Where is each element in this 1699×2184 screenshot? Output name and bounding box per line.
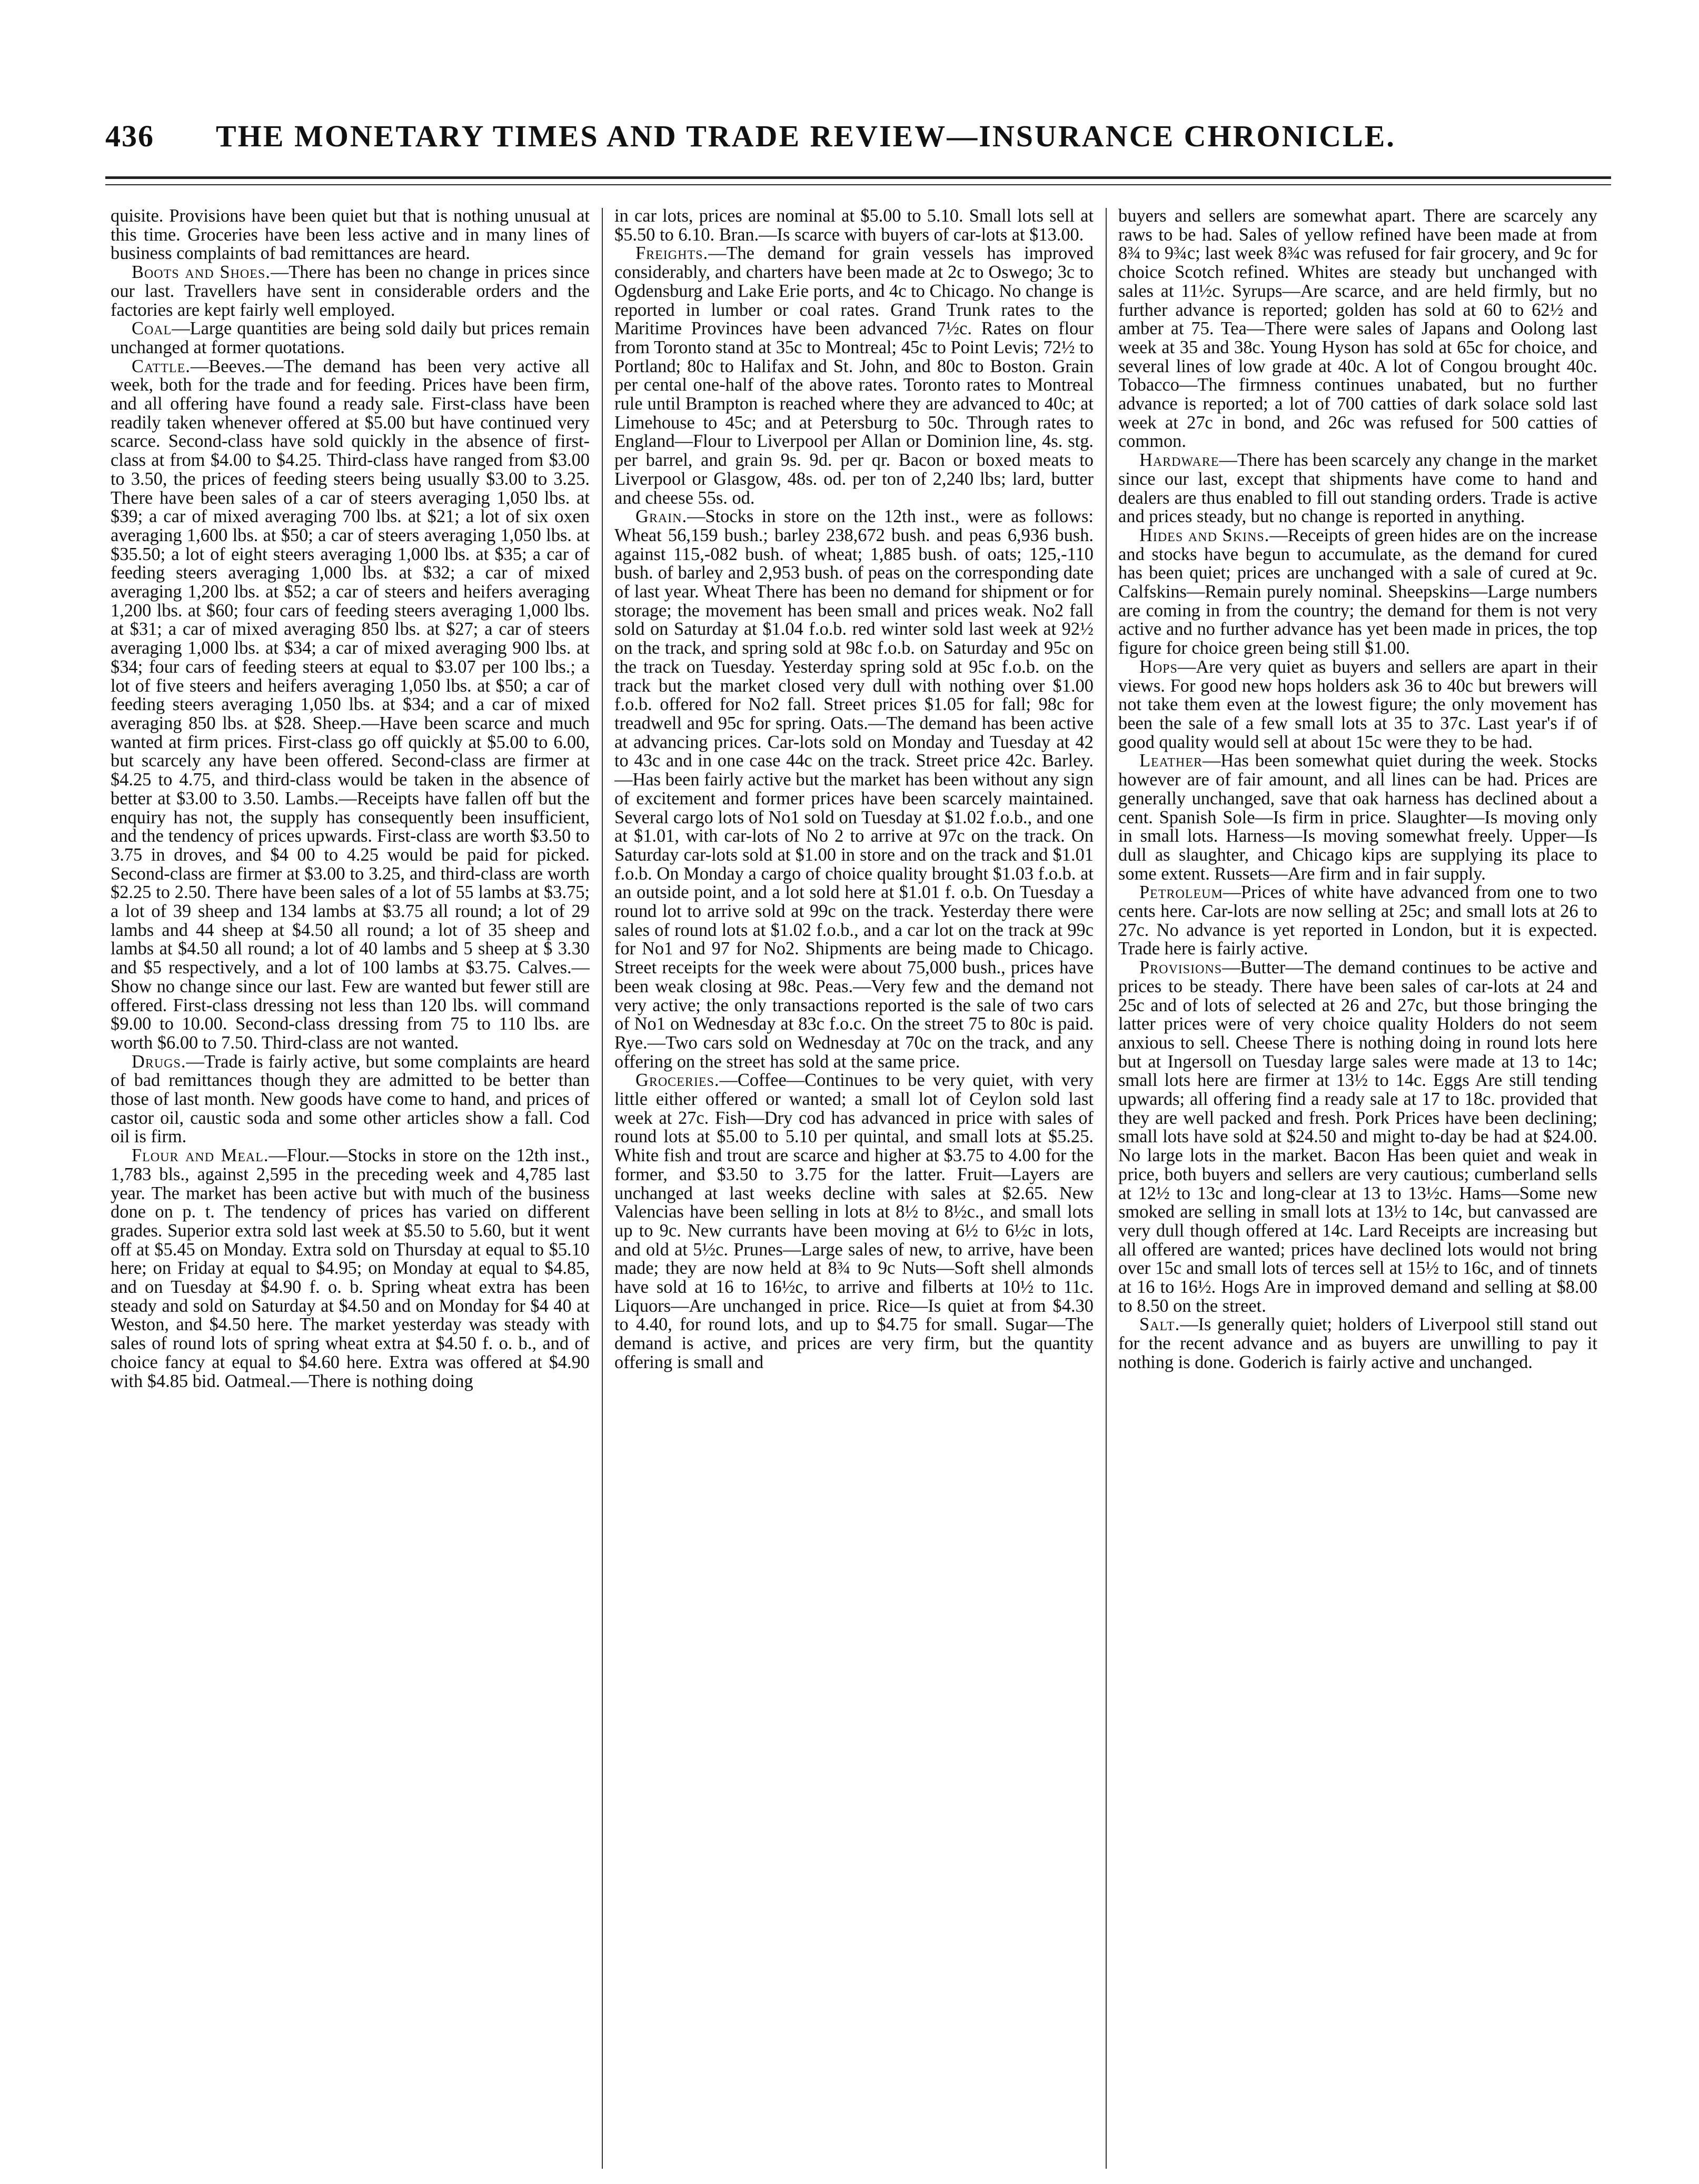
section-heading: Leather [1139, 751, 1203, 771]
paragraph-body: —Coffee—Continues to be very quiet, with very little either offered or wanted; a small lot of Ceylon sold last week at 27c. Fish—Dry cod has advanced in price with sales of round lots at $5.00 to 5.10 per quintal, and small lots at $5.25. White fish and trout are scarce and higher at $3.75 to 4.00 for the former, and $3.50 to 3.75 for the latter. Fruit—Layers are unchanged at last weeks decline with sales at $2.65. New Valencias have been selling in lots at 8½ to 8½c., and small lots up to 9c. New currants have been moving at 6½ to 6½c in lots, and old at 5½c. Prunes—Large sales of new, to arrive, have been made; they are now held at 8¾ to 9c Nuts—Soft shell almonds have sold at 16 to 16½c, to arrive and filberts at 10½ to 11c. Liquors—Are unchanged in price. Rice—Is quiet at from $4.30 to 4.40, for round lots, and up to $4.75 for small. Sugar—The demand is active, and prices are very firm, but the quantity offering is small and [614, 1070, 1094, 1372]
section-heading: Provisions [1139, 958, 1223, 978]
running-title: THE MONETARY TIMES AND TRADE REVIEW—INSURANCE CHRONICLE. [216, 119, 1396, 153]
page-header [105, 118, 1632, 171]
article-paragraph [614, 207, 1094, 244]
section-heading: Hardware [1139, 450, 1219, 471]
article-paragraph [1118, 451, 1597, 526]
section-heading: Grain. [635, 506, 688, 527]
article-paragraph [111, 357, 590, 1053]
text-column-1 [111, 207, 590, 2170]
paragraph-body: —Large quantities are being sold daily but prices remain unchanged at former quotations. [111, 318, 590, 357]
column-divider [602, 208, 603, 2169]
paragraph-body: —Prices of white have advanced from one to two cents here. Car-lots are now selling at 25c; and small lots at 26 to 27c. No advance is yet reported in London, but it is expected. Trade here is fairly active. [1118, 882, 1597, 959]
section-heading: Groceries. [635, 1070, 720, 1091]
header-rule-thin [105, 184, 1611, 185]
article-paragraph [614, 244, 1094, 507]
header-rule-thick [105, 176, 1611, 179]
article-paragraph [1118, 658, 1597, 752]
paragraph-body: —Flour.—Stocks in store on the 12th inst., 1,783 bls., against 2,595 in the preceding week and 4,785 last year. The market has been active but with much of the business done on p. t. The tendency of prices has varied on different grades. Superior extra sold last week at $5.50 to 5.60, but it went off at $5.45 on Monday. Extra sold on Thursday at equal to $5.10 here; on Friday at equal to $4.95; on Monday at equal to $4.85, and on Tuesday at $4.90 f. o. b. Spring wheat extra has been steady and sold on Saturday at $4.50 and on Monday for $4 40 at Weston, and $4.50 here. The market yesterday was steady with sales of round lots of spring wheat extra at $4.50 f. o. b., and of choice fancy at equal to $4.60 here. Extra was offered at $4.90 with $4.85 bid. Oatmeal.—There is nothing doing [111, 1145, 590, 1391]
paragraph-body: —Receipts of green hides are on the increase and stocks have begun to accumulate, as the demand for cured has been quiet; prices are unchanged with a sale of cured at 9c. Calfskins—Remain purely nominal. Sheepskins—Large numbers are coming in from the country; the demand for them is not very active and no further advance has yet been made in prices, the top figure for choice green being still $1.00. [1118, 525, 1597, 659]
article-paragraph [614, 507, 1094, 1071]
article-paragraph [111, 1053, 590, 1147]
article-paragraph [1118, 752, 1597, 883]
paragraph-body: —Stocks in store on the 12th inst., were as follows: Wheat 56,159 bush.; barley 238,672 bush. and peas 6,936 bush. against 115,-082 bush. of wheat; 1,885 bush. of oats; 125,-110 bush. of barley and 2,953 bush. of peas on the corresponding date of last year. Wheat There has been no demand for shipment or for storage; the movement has been small and prices weak. No2 fall sold on Saturday at $1.04 f.o.b. red winter sold last week at 92½ on the track, and spring sold at 98c f.o.b. on Saturday and 95c on the track on Tuesday. Yesterday spring sold at 95c f.o.b. on the track but the market closed very dull with nothing over $1.00 f.o.b. offered for No2 fall. Street prices $1.05 for fall; 98c for treadwell and 95c for spring. Oats.—The demand has been active at advancing prices. Car-lots sold on Monday and Tuesday at 42 to 43c and in one case 44c on the track. Street price 42c. Barley.—Has been fairly active but the market has been without any sign of excitement and former prices have been scarcely maintained. Several cargo lots of No1 sold on Tuesday at $1.02 f.o.b., and one at $1.01, with car-lots of No 2 to arrive at 97c on the track. On Saturday car-lots sold at $1.00 in store and on the track and $1.01 f.o.b. On Monday a cargo of choice quality brought $1.03 f.o.b. at an outside point, and a lot sold here at $1.01 f. o.b. On Tuesday a round lot to arrive sold at 99c on the track. Yesterday there were sales of round lots at $1.02 f.o.b., and a car lot on the track at 99c for No1 and 97 for No2. Shipments are being made to Chicago. Street receipts for the week were about 75,000 bush., prices have been weak closing at 98c. Peas.—Very few and the demand not very active; the only transactions reported is the sale of two cars of No1 on Wednesday at 83c f.o.c. On the street 75 to 80c is paid. Rye.—Two cars sold on Wednesday at 70c on the track, and any offering on the street has sold at the same price. [614, 506, 1094, 1072]
article-paragraph [1118, 207, 1597, 451]
paragraph-body: buyers and sellers are somewhat apart. There are scarcely any raws to be had. Sales of yellow refined have been made at from 8¾ to 9¾c; last week 8¾c was refused for fair grocery, and 9c for choice Scotch refined. Whites are steady but unchanged with sales at 11½c. Syrups—Are scarce, and are held firmly, but no further advance is reported; golden has sold at 60 to 62½ and amber at 75. Tea—There were sales of Japans and Oolong last week at 35 and 38c. Young Hyson has sold at 65c for choice, and several lines of low grade at 40c. A lot of Congou brought 40c. Tobacco—The firmness continues unabated, but no further advance is reported; a lot of 700 catties of dark solace sold last week at 27c in bond, and 26c was refused for 500 catties of common. [1118, 207, 1597, 452]
section-heading: Cattle. [132, 356, 191, 376]
paragraph-body: quisite. Provisions have been quiet but that is nothing unusual at this time. Groceries have been less active and in many lines of business complaints of bad remittances are heard. [111, 207, 590, 264]
section-heading: Hops [1139, 656, 1178, 677]
section-heading: Petroleum [1139, 882, 1223, 903]
section-heading: Boots and Shoes. [132, 262, 271, 283]
text-column-3 [1118, 207, 1597, 2170]
section-heading: Flour and Meal. [132, 1145, 269, 1166]
article-paragraph [614, 1071, 1094, 1372]
paragraph-body: in car lots, prices are nominal at $5.00 to 5.10. Small lots sell at $5.50 to 6.10. Bran.—Is scarce with buyers of car-lots at $13.00. [614, 207, 1094, 245]
article-paragraph [111, 263, 590, 320]
column-divider [1106, 208, 1107, 2169]
paragraph-body: —There has been scarcely any change in the market since our last, except that shipments have come to hand and dealers are thus enabled to fill out standing orders. Trade is active and prices steady, but no change is reported in anything. [1118, 450, 1597, 527]
article-paragraph [1118, 959, 1597, 1315]
article-paragraph [111, 1146, 590, 1391]
article-paragraph [111, 207, 590, 263]
section-heading: Hides and Skins. [1139, 525, 1270, 545]
paragraph-body: —Is generally quiet; holders of Liverpool still stand out for the recent advance and as buyers are unwilling to pay it nothing is done. Goderich is fairly active and unchanged. [1118, 1314, 1597, 1372]
paragraph-body: —Trade is fairly active, but some complaints are heard of bad remittances though they are admitted to be better than those of last month. New goods have come to hand, and prices of castor oil, caustic soda and some other articles show a fall. Cod oil is firm. [111, 1051, 590, 1147]
paragraph-body: —The demand for grain vessels has improved considerably, and charters have been made at 2c to Oswego; 3c to Ogdensburg and Lake Erie ports, and 4c to Chicago. No change is reported in lumber or coal rates. Grand Trunk rates to the Maritime Provinces have been advanced 7½c. Rates on flour from Toronto stand at 35c to Montreal; 45c to Point Levis; 72½ to Portland; 80c to Halifax and St. John, and 80c to Boston. Grain per cental one-half of the above rates. Toronto rates to Montreal rule until Brampton is reached where they are advanced to 40c; at Limehouse to 45c; and at Petersburg to 50c. Through rates to England—Flour to Liverpool per Allan or Dominion line, 4s. stg. per barrel, and grain 9s. 9d. per qr. Bacon or boxed meats to Liverpool or Glasgow, 48s. od. per ton of 2,240 lbs; lard, butter and cheese 55s. od. [614, 243, 1094, 508]
paragraph-body: —Beeves.—The demand has been very active all week, both for the trade and for feeding. Prices have been firm, and all offering have found a ready sale. First-class have been readily taken whenever offered at $5.00 but have continued very scarce. Second-class have sold quickly in the absence of first-class at from $4.00 to $4.25. Third-class have ranged from $3.00 to 3.50, the prices of feeding steers being usually $3.00 to 3.25. There have been sales of a car of steers averaging 1,050 lbs. at $39; a car of mixed averaging 700 lbs. at $21; a lot of six oxen averaging 1,600 lbs. at $50; a car of steers averaging 1,050 lbs. at $35.50; a lot of eight steers averaging 1,000 lbs. at $35; a car of feeding steers averaging 1,000 lbs. at $32; a car of mixed averaging 1,200 lbs. at $52; a car of steers and heifers averaging 1,200 lbs. at $60; four cars of feeding steers averaging 1,000 lbs. at $31; a car of mixed averaging 850 lbs. at $27; a car of steers averaging 1,000 lbs. at $34; a car of mixed averaging 900 lbs. at $34; four cars of feeding steers at equal to $3.07 per 100 lbs.; a lot of five steers and heifers averaging 1,050 lbs. at $50; a car of feeding steers averaging 1,050 lbs. at $34; and a car of mixed averaging 850 lbs. at $28. Sheep.—Have been scarce and much wanted at firm prices. First-class go off quickly at $5.00 to 6.00, but scarcely any have been offered. Second-class are firmer at $4.25 to 4.75, and third-class would be taken in the absence of better at $3.00 to 3.50. Lambs.—Receipts have fallen off but the enquiry has not, the supply has consequently been insufficient, and the tendency of prices upwards. First-class are worth $3.50 to 3.75 in droves, and $4 00 to 4.25 would be paid for picked. Second-class are firmer at $3.00 to 3.25, and third-class are worth $2.25 to 2.50. There have been sales of a lot of 55 lambs at $3.75; a lot of 39 sheep and 134 lambs at $3.75 all round; a lot of 29 lambs and 44 sheep at $4.50 all round; a lot of 35 sheep and lambs at $4.50 all round; a lot of 40 lambs and 5 sheep at $ 3.30 and $5 respectively, and a lot of 100 lambs at $3.75. Calves.—Show no change since our last. Few are wanted but fewer still are offered. First-class dressing not less than 120 lbs. will command $9.00 to 10.00. Second-class dressing from 75 to 110 lbs. are worth $6.00 to 7.50. Third-class are not wanted. [111, 356, 590, 1053]
section-heading: Salt. [1139, 1314, 1180, 1335]
article-paragraph [1118, 526, 1597, 658]
page-number: 436 [105, 119, 154, 153]
article-paragraph [111, 320, 590, 357]
text-column-2 [614, 207, 1094, 2170]
article-paragraph [1118, 883, 1597, 959]
paragraph-body: —Are very quiet as buyers and sellers are apart in their views. For good new hops holders ask 36 to 40c but brewers will not take them even at the lowest figure; the only movement has been the sale of a few small lots at 35 to 37c. Last year's if of good quality would sell at about 15c were they to be had. [1118, 656, 1597, 752]
section-heading: Drugs. [132, 1051, 186, 1072]
section-heading: Coal [132, 318, 172, 339]
paragraph-body: —Butter—The demand continues to be active and prices to be steady. There have been sales of car-lots at 24 and 25c and of lots of selected at 26 and 27c, but those bringing the latter prices were of very choice quality Holders do not seem anxious to sell. Cheese There is nothing doing in round lots here but at Ingersoll on Tuesday large sales were made at 13 to 14c; small lots here are firmer at 13½ to 14c. Eggs Are still tending upwards; all offering find a ready sale at 17 to 18c. provided that they are well packed and fresh. Pork Prices have been declining; small lots have sold at $24.50 and might to-day be had at $24.00. No large lots in the market. Bacon Has been quiet and weak in price, both buyers and sellers are very cautious; cumberland sells at 12½ to 13c and long-clear at 13 to 13½c. Hams—Some new smoked are selling in small lots at 13½ to 14c, but canvassed are very dull though offered at 14c. Lard Receipts are increasing but all offered are wanted; prices have declined lots would not bring over 15c and small lots of terces sell at 15½ to 16c, and of tinnets at 16 to 16½. Hogs Are in improved demand and selling at $8.00 to 8.50 on the street. [1118, 958, 1597, 1316]
paragraph-body: —Has been somewhat quiet during the week. Stocks however are of fair amount, and all lines can be had. Prices are generally unchanged, save that oak harness has declined about a cent. Spanish Sole—Is firm in price. Slaughter—Is moving only in small lots. Harness—Is moving somewhat freely. Upper—Is dull as slaughter, and Chicago kips are supplying its place to some extent. Russets—Are firm and in fair supply. [1118, 751, 1597, 884]
article-paragraph [1118, 1315, 1597, 1372]
paragraph-body: —There has been no change in prices since our last. Travellers have sent in considerable orders and the factories are kept fairly well employed. [111, 262, 590, 320]
section-heading: Freights. [635, 243, 709, 264]
